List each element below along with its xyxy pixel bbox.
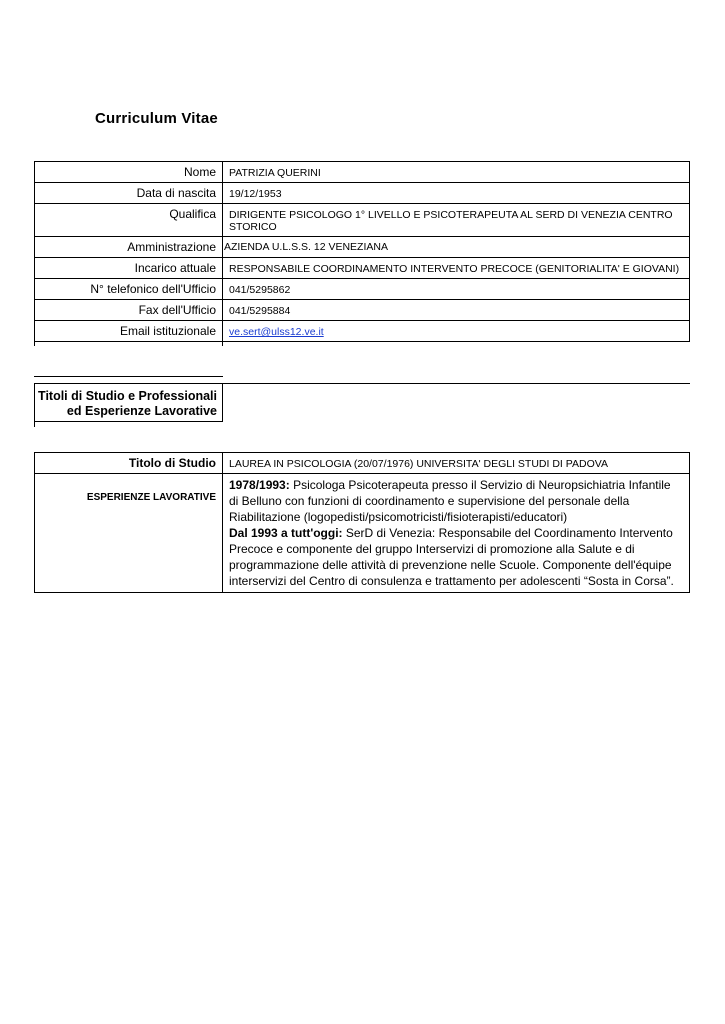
office-fax-value: 041/5295884: [223, 300, 690, 321]
work-experience-value: [223, 474, 690, 593]
table-row: [35, 342, 690, 347]
name-value: PATRIZIA QUERINI: [223, 162, 690, 183]
divider: [34, 376, 223, 377]
table-row: [35, 237, 690, 258]
table-row: [35, 204, 690, 237]
administration-label: Amministrazione: [35, 237, 223, 258]
table-row: [35, 474, 690, 593]
name-label: Nome: [35, 162, 223, 183]
qualification-value: DIRIGENTE PSICOLOGO 1° LIVELLO E PSICOTERAPEUTA AL SERD DI VENEZIA CENTRO STORICO: [223, 204, 690, 237]
email-value: [223, 321, 690, 342]
study-title-value: LAUREA IN PSICOLOGIA (20/07/1976) UNIVERSITA' DEGLI STUDI DI PADOVA: [223, 453, 690, 474]
table-cell: [223, 342, 690, 347]
office-fax-label: Fax dell'Ufficio: [35, 300, 223, 321]
section-heading-line1: Titoli di Studio e Professionali: [38, 389, 217, 403]
table-row: [35, 258, 690, 279]
experience-period-2: Dal 1993 a tutt'oggi:: [229, 526, 343, 540]
section-heading: [34, 383, 223, 422]
table-cell: [35, 342, 223, 347]
email-label: Email istituzionale: [35, 321, 223, 342]
personal-info-table: [34, 161, 690, 346]
section-heading-line2: ed Esperienze Lavorative: [66, 404, 217, 418]
email-link[interactable]: ve.sert@ulss12.ve.it: [229, 326, 324, 338]
experience-text-1: Psicologa Psicoterapeuta presso il Servizio di Neuropsichiatria Infantile di Belluno con funzioni di coordinamento e supervisione del personale della Riabilitazione (logopedisti/psicomotricisti/fisioterapisti/educatori): [229, 478, 671, 524]
experience-period-1: 1978/1993:: [229, 478, 290, 492]
current-role-value: RESPONSABILE COORDINAMENTO INTERVENTO PRECOCE (GENITORIALITA' E GIOVANI): [223, 258, 690, 279]
birthdate-value: 19/12/1953: [223, 183, 690, 204]
current-role-label: Incarico attuale: [35, 258, 223, 279]
table-row: [35, 300, 690, 321]
birthdate-label: Data di nascita: [35, 183, 223, 204]
office-phone-value: 041/5295862: [223, 279, 690, 300]
table-row: [35, 183, 690, 204]
administration-value: AZIENDA U.L.S.S. 12 VENEZIANA: [223, 237, 690, 258]
qualification-label: Qualifica: [35, 204, 223, 237]
study-experience-table: [34, 452, 690, 593]
work-experience-label: ESPERIENZE LAVORATIVE: [35, 474, 223, 593]
divider: [223, 383, 690, 384]
office-phone-label: N° telefonico dell'Ufficio: [35, 279, 223, 300]
table-row: [35, 321, 690, 342]
study-title-label: Titolo di Studio: [35, 453, 223, 474]
table-row: [35, 279, 690, 300]
table-row: [35, 453, 690, 474]
document-title: Curriculum Vitae: [95, 110, 218, 127]
table-row: [35, 162, 690, 183]
experience-text-2: SerD di Venezia: Responsabile del Coordinamento Intervento Precoce e componente del gruppo Interservizi di promozione alla Salute e di programmazione delle attività di prevenzione nelle Scuole. Componente dell'équipe interservizi del Centro di consulenza e trattamento per adolescenti “Sosta in Corsa”.: [229, 526, 674, 588]
divider: [34, 422, 35, 427]
